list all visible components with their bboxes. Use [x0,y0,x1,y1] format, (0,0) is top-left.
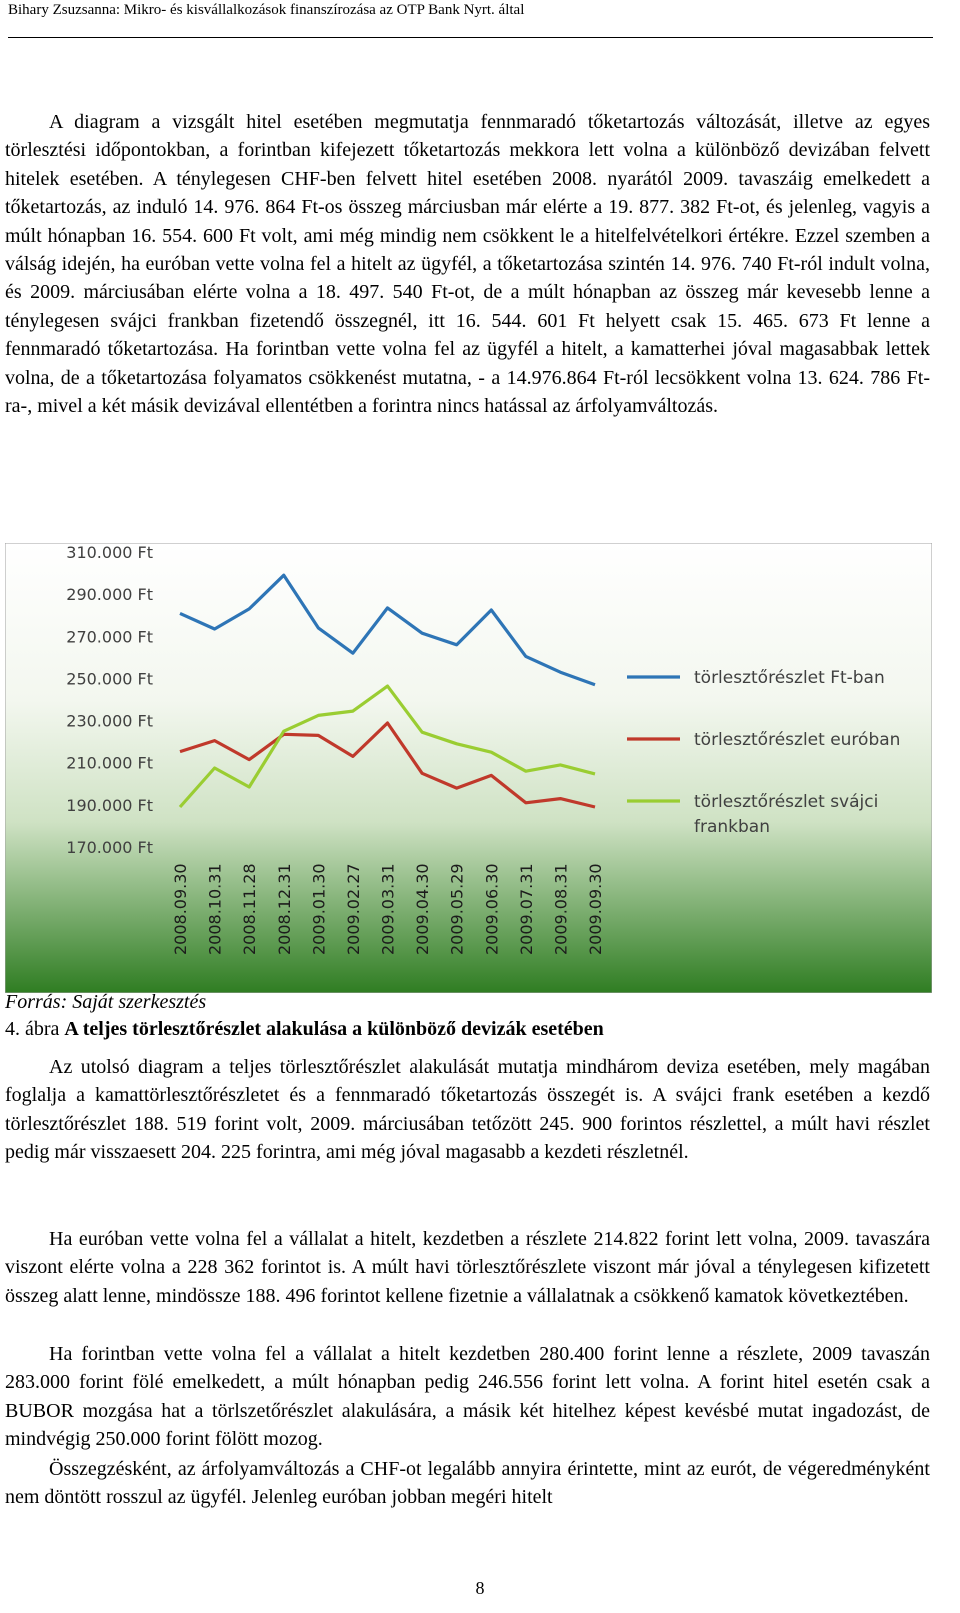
caption-number: 4. ábra [5,1018,65,1040]
x-tick-label: 2009.01.30 [309,863,329,955]
legend-label-1: törlesztőrészlet Ft-ban [694,668,885,688]
x-tick-label: 2009.07.31 [516,863,536,955]
chart-figure [5,543,932,993]
chart-svg [5,543,932,993]
x-tick-label: 2009.09.30 [586,863,605,955]
figure-source: Forrás: Saját szerkesztés [5,991,207,1013]
body-paragraph-5: Összegzésként, az árfolyamváltozás a CHF-ot legalább annyira érintette, mint az eurót, de végeredményként nem döntött rosszul az ügyfél. Jelenleg euróban jobban megéri hitelt [5,1458,930,1509]
body-paragraph-1: A diagram a vizsgált hitel esetében megmutatja fennmaradó tőketartozás változását, illetve az egyes törlesztési időpontokban, a forintban kifejezett tőketartozás mekkora lett volna a különböző devizában felvett hitelek esetében. A ténylegesen CHF-ben felvett hitel esetében 2008. nyarától 2009. tavaszáig emelkedett a tőketartozás, az induló 14. 976. 864 Ft-os összeg márciusban már elérte a 19. 877. 382 Ft-ot, és jelenleg, vagyis a múlt hónapban 16. 554. 600 Ft volt, ami még mindig nem csökkent le a hitelfelvételkori értékre. Ezzel szemben a válság idején, ha euróban vette volna fel a hitelt az ügyfél, a tőketartozása szintén 14. 976. 740 Ft-ról indult volna, és 2009. márciusában elérte volna a 18. 497. 540 Ft-ot, de a múlt hónapban az összeg már kevesebb lenne a ténylegesen svájci frankban fizetendő összegnél, itt 16. 544. 601 Ft helyett csak 15. 465. 673 Ft lenne a fennmaradó tőketartozása. Ha forintban vette volna fel az ügyfél a hitelt, a kamatterhei jóval magasabbak lettek volna, de a tőketartozása folyamatos csökkenést mutatna, - a 14.976.864 Ft-ról lecsökkent volna 13. 624. 786 Ft-ra-, mivel a két másik devizával ellentétben a forintra nincs hatással az árfolyamváltozás. [5,111,930,418]
x-tick-label: 2009.04.30 [413,863,433,955]
x-tick-label: 2008.09.30 [171,863,190,955]
body-paragraph-2: Az utolsó diagram a teljes törlesztőrészlet alakulását mutatja mindhárom deviza esetében, mely magában foglalja a kamattörlesztőrészletet és a fennmaradó tőketartozás összegét is. A svájci frank esetében a kezdő törlesztőrészlet 188. 519 forint volt, 2009. márciusában tetőzött 245. 900 forintos részlettel, a múlt havi részlet pedig már visszaesett 204. 225 forintra, ami még jóval magasabb a kezdeti részletnél. [5,1056,930,1164]
x-tick-label: 2009.05.29 [447,863,467,955]
header-divider [8,37,933,38]
y-tick-label: 250.000 Ft [66,669,153,689]
y-tick-label: 170.000 Ft [66,838,153,857]
x-tick-label: 2009.02.27 [343,863,363,955]
body-paragraph-3: Ha euróban vette volna fel a vállalat a hitelt, kezdetben a részlete 214.822 forint lett volna, 2009. tavaszára viszont elérte volna a 228 362 forintot is. A múlt havi törlesztőrészlete viszont már jóval a ténylegesen kifizetett összeg alatt lenne, mindössze 188. 496 forintot kellene fizetnie a vállalatnak a csökkenő kamatok következtében. [5,1228,930,1307]
legend-label-3: törlesztőrészlet svájci frankban [694,792,879,837]
y-tick-label: 290.000 Ft [66,585,153,605]
x-tick-label: 2008.12.31 [274,863,294,955]
figure-caption [5,1016,604,1042]
y-tick-label: 270.000 Ft [66,627,153,647]
body-paragraph-4: Ha forintban vette volna fel a vállalat a hitelt kezdetben 280.400 forint lenne a részlete, 2009 tavaszán 283.000 forint fölé emelkedett, a múlt hónapban pedig 246.556 forint lett volna. A forint hitel esetén csak a BUBOR mozgása hat a törlszetőrészlet alakulására, a másik két hitelhez képest kevésbé mutat ingadozást, de mindvégig 250.000 forint fölött mozog. [5,1343,930,1451]
legend-label-2: törlesztőrészlet euróban [694,730,901,750]
x-tick-label: 2009.08.31 [551,863,571,955]
y-tick-label: 210.000 Ft [66,753,153,773]
y-tick-label: 310.000 Ft [66,543,153,562]
caption-title: A teljes törlesztőrészlet alakulása a különböző devizák esetében [64,1018,604,1040]
y-tick-label: 230.000 Ft [66,711,153,731]
x-tick-label: 2009.06.30 [482,863,502,955]
x-tick-label: 2008.11.28 [240,863,260,955]
y-tick-label: 190.000 Ft [66,795,153,815]
running-header: Bihary Zsuzsanna: Mikro- és kisvállalkozások finanszírozása az OTP Bank Nyrt. által [8,2,525,18]
x-tick-label: 2009.03.31 [378,863,398,955]
x-tick-label: 2008.10.31 [205,863,225,955]
page-number: 8 [475,1578,485,1598]
